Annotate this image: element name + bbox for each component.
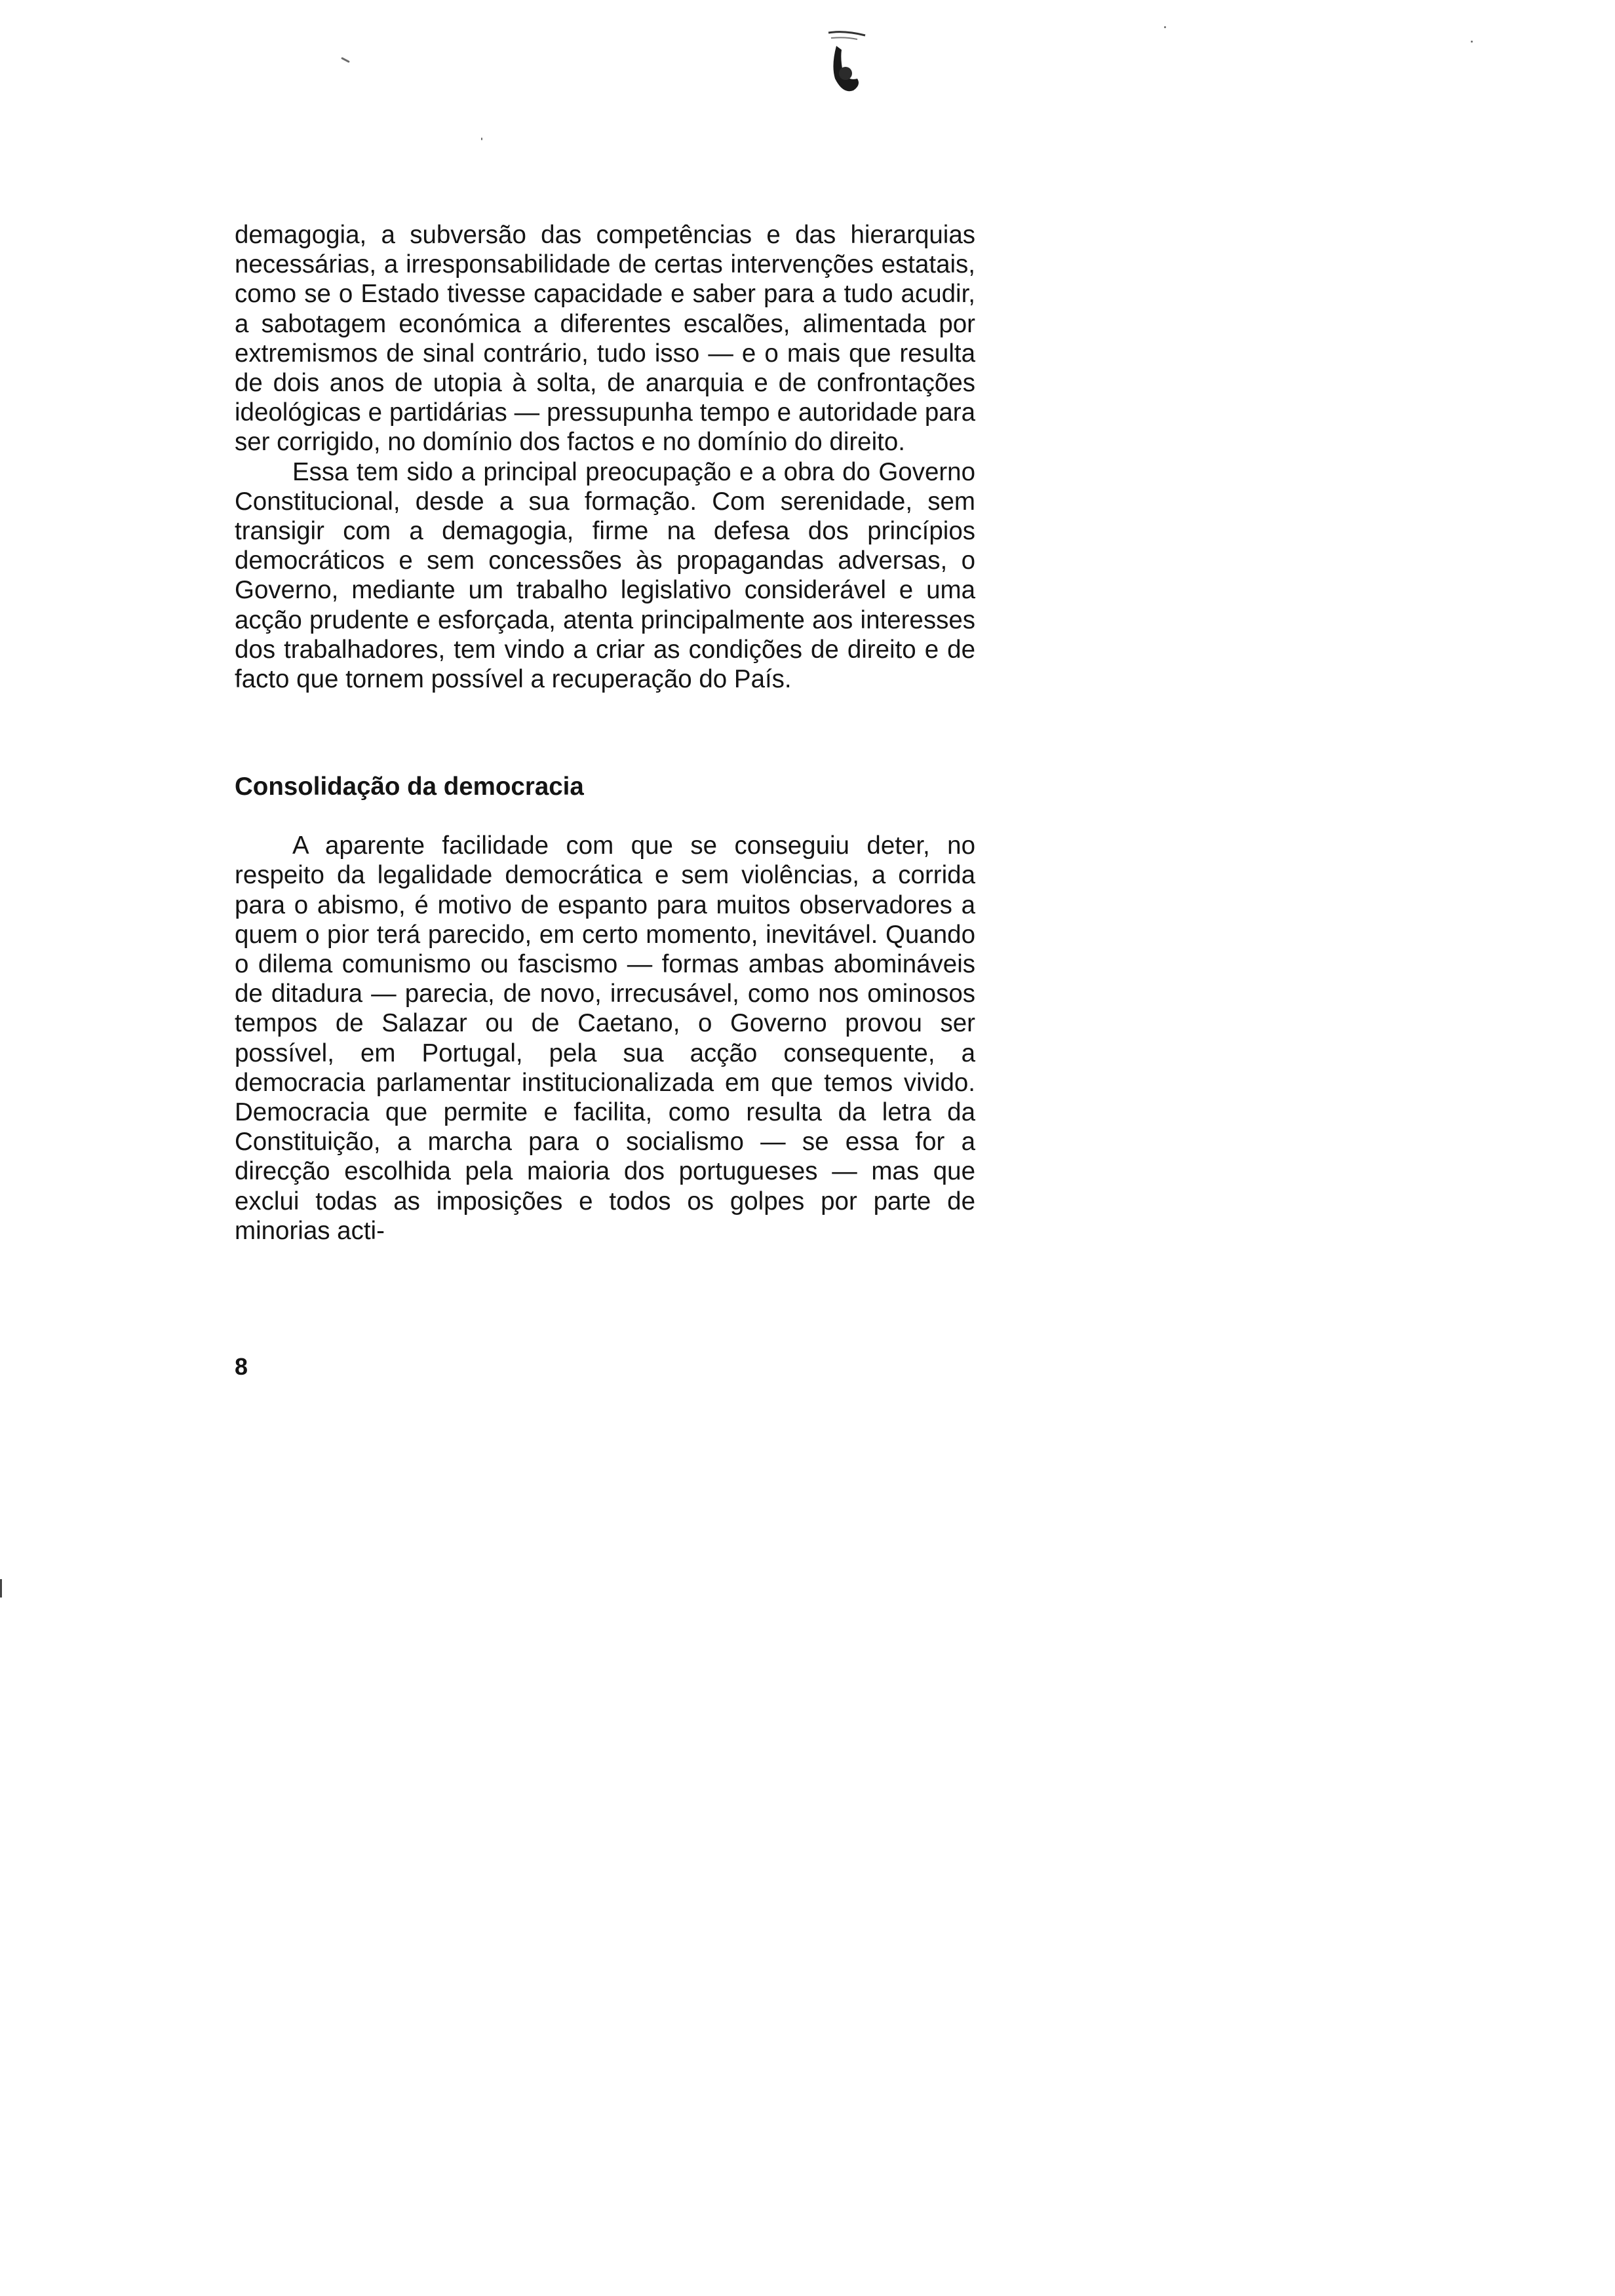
scan-speck [1164, 26, 1166, 28]
scan-speck [481, 138, 482, 140]
text-column [235, 220, 975, 1246]
scan-speck [341, 57, 350, 63]
paragraph-continuation: demagogia, a subversão das competências e das hierarquias necessárias, a irresponsabilidade de certas intervenções estatais, como se o Estado tivesse capacidade e saber para a tudo acudir, a sabotagem económica a diferentes escalões, alimentada por extremismos de sinal contrário, tudo isso — e o mais que resulta de dois anos de utopia à solta, de anarquia e de confrontações ideológicas e partidárias — pressupunha tempo e autoridade para ser corrigido, no domínio dos factos e no domínio do direito. [235, 221, 975, 457]
paragraph-consolidation: A aparente facilidade com que se conseguiu deter, no respeito da legalidade democrática e sem violências, a corrida para o abismo, é motivo de espanto para muitos observadores a quem o pior terá parecido, em certo momento, inevitável. Quando o dilema comunismo ou fascismo — formas ambas abomináveis de ditadura — parecia, de novo, irrecusável, como nos ominosos tempos de Salazar ou de Caetano, o Governo provou ser possível, em Portugal, pela sua acção consequente, a democracia parlamentar institucionalizada em que temos vivido. Democracia que permite e facilita, como resulta da letra da Constituição, a marcha para o socialismo — se essa for a direcção escolhida pela maioria dos portugueses — mas que exclui todas as imposições e todos os golpes por parte de minorias acti- [235, 832, 975, 1245]
scan-edge-mark [0, 1579, 2, 1598]
heading-spacer [235, 802, 975, 831]
section-heading: Consolidação da democracia [235, 773, 584, 801]
scan-speck [1471, 41, 1473, 43]
page-number: 8 [235, 1353, 248, 1380]
paragraph-government: Essa tem sido a principal preocupação e a obra do Governo Constitucional, desde a sua formação. Com serenidade, sem transigir com a demagogia, firme na defesa dos princípios democráticos e sem concessões às propagandas adversas, o Governo, mediante um trabalho legislativo considerável e uma acção prudente e esforçada, atenta principalmente aos interesses dos trabalhadores, tem vindo a criar as condições de direito e de facto que tornem possível a recuperação do País. [235, 457, 975, 694]
ink-blot-icon [805, 26, 877, 105]
